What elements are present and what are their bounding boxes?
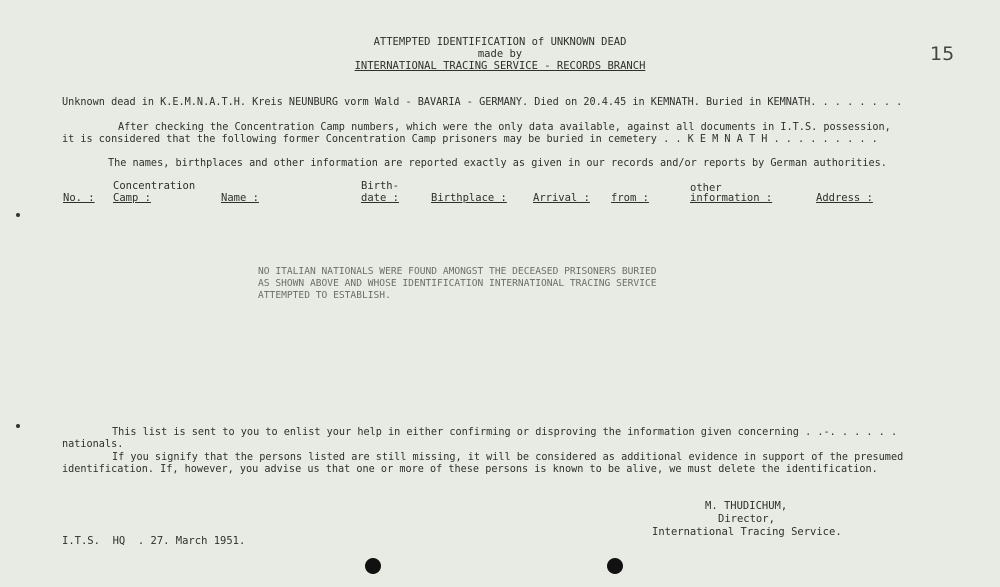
unknown-dead-line: Unknown dead in K.E.M.N.A.T.H. Kreis NEUNBURG vorm Wald - BAVARIA - GERMANY. Died on 20.4.45 in KEMNATH. Buried in KEMNATH. . . . . . . . [62,97,903,108]
closing-line-2: nationals. [62,439,124,450]
branch-heading: INTERNATIONAL TRACING SERVICE - RECORDS BRANCH [354,60,646,72]
footer-reference: I.T.S. HQ . 27. March 1951. [62,535,246,547]
col-address: Address : [816,192,873,204]
signature-title: Director, [718,513,775,525]
col-arrival: Arrival : [533,192,590,204]
signature-org: International Tracing Service. [652,526,842,538]
paragraph-1-line-1: After checking the Concentration Camp numbers, which were the only data available, against all documents in I.T.S. possession, [118,122,891,133]
page-number: 15 [930,43,955,65]
punch-hole-right [607,558,623,574]
margin-mark-bottom [16,424,20,428]
closing-line-3: If you signify that the persons listed are still missing, it will be considered as additional evidence in support of the presumed [112,452,904,463]
col-birthdate: date : [361,192,399,204]
col-camp: Camp : [113,192,151,204]
col-other-top: other [690,182,722,194]
made-by-text: made by [477,48,523,60]
col-name: Name : [221,192,259,204]
paragraph-1-line-2: it is considered that the following former Concentration Camp prisoners may be buried in cemetery . . K E M N A T H . . . . . . . . . [62,134,878,145]
col-birthplace: Birthplace : [431,192,507,204]
closing-line-1: This list is sent to you to enlist your help in either confirming or disproving the information given concerning . .-. . . . . . [112,427,898,438]
signature-name: M. THUDICHUM, [705,500,788,512]
closing-line-4: identification. If, however, you advise us that one or more of these persons is known to be alive, we must delete the identification. [62,464,878,475]
document-title: ATTEMPTED IDENTIFICATION of UNKNOWN DEAD [373,36,627,48]
col-birthdate-top: Birth- [361,180,399,192]
notice-line-1: NO ITALIAN NATIONALS WERE FOUND AMONGST THE DECEASED PRISONERS BURIED [258,266,657,277]
col-from: from : [611,192,649,204]
margin-mark-top [16,213,20,217]
notice-line-2: AS SHOWN ABOVE AND WHOSE IDENTIFICATION INTERNATIONAL TRACING SERVICE [258,278,657,289]
col-camp-top: Concentration [113,180,196,192]
notice-line-3: ATTEMPTED TO ESTABLISH. [258,290,391,301]
col-other-information: information : [690,192,773,204]
punch-hole-left [365,558,381,574]
col-no: No. : [63,192,95,204]
paragraph-2: The names, birthplaces and other information are reported exactly as given in our records and/or reports by German authorities. [108,158,887,169]
